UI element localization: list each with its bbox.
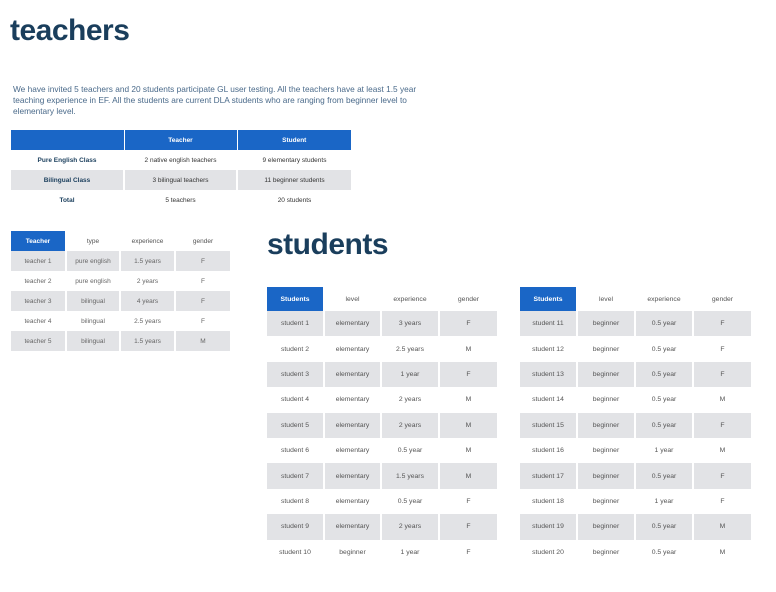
student-row [267, 463, 497, 488]
student-level-cell: elementary [324, 463, 381, 488]
student-row [267, 336, 497, 361]
summary-student-cell: 11 beginner students [237, 170, 351, 190]
student-experience-cell: 2 years [381, 387, 439, 412]
student-level-cell: beginner [577, 463, 635, 488]
student-experience-cell: 2 years [381, 514, 439, 539]
student-row [520, 489, 751, 514]
student-experience-cell: 0.5 year [635, 463, 693, 488]
students-header-name: Students [267, 287, 324, 311]
student-level-cell: elementary [324, 514, 381, 539]
students-table-right [520, 287, 751, 565]
student-experience-cell: 0.5 year [635, 514, 693, 539]
student-row [267, 387, 497, 412]
student-experience-cell: 1 year [635, 489, 693, 514]
student-name-cell: student 17 [520, 463, 577, 488]
student-experience-cell: 0.5 year [635, 540, 693, 565]
teacher-type-cell: bilingual [66, 331, 120, 351]
student-experience-cell: 1 year [381, 362, 439, 387]
summary-header-row [11, 130, 351, 150]
student-name-cell: student 1 [267, 311, 324, 336]
summary-row-label: Total [59, 196, 75, 204]
student-name-cell: student 8 [281, 497, 309, 505]
student-name-cell: student 12 [532, 345, 564, 353]
student-row [267, 413, 497, 438]
student-gender-cell: F [693, 362, 751, 387]
student-level-cell: elementary [324, 489, 381, 514]
student-row [520, 311, 751, 336]
student-row [520, 540, 751, 565]
teacher-gender-cell: F [175, 291, 230, 311]
teacher-name-cell: teacher 4 [24, 317, 52, 325]
student-gender-cell: F [439, 514, 497, 539]
teacher-experience-cell: 1.5 years [120, 251, 175, 271]
student-name-cell: student 11 [520, 311, 577, 336]
teacher-row [11, 251, 230, 271]
summary-teacher-cell: 2 native english teachers [124, 150, 237, 170]
student-gender-cell: M [693, 514, 751, 539]
teacher-name-cell: teacher 5 [11, 331, 66, 351]
summary-teacher-cell: 3 bilingual teachers [124, 170, 237, 190]
students-header-gender: gender [439, 287, 497, 311]
teacher-type-cell: bilingual [66, 291, 120, 311]
teacher-row [11, 271, 230, 291]
student-gender-cell: F [693, 463, 751, 488]
teacher-gender-cell: F [175, 251, 230, 271]
student-level-cell: elementary [324, 413, 381, 438]
teacher-gender-cell: F [175, 311, 230, 331]
teachers-title: teachers [10, 14, 130, 47]
students-header-level: level [324, 287, 381, 311]
student-level-cell: beginner [577, 362, 635, 387]
students-header-gender: gender [693, 287, 751, 311]
student-gender-cell: F [439, 540, 497, 565]
student-row [267, 514, 497, 539]
teacher-table-header [11, 231, 230, 251]
teacher-gender-cell: M [175, 331, 230, 351]
student-level-cell: beginner [577, 438, 635, 463]
summary-teacher-cell: 5 teachers [124, 190, 237, 210]
student-gender-cell: M [439, 438, 497, 463]
teacher-type-cell: pure english [66, 251, 120, 271]
students-header-experience: experience [381, 287, 439, 311]
student-gender-cell: M [439, 463, 497, 488]
student-experience-cell: 2.5 years [381, 336, 439, 361]
student-gender-cell: M [439, 387, 497, 412]
student-gender-cell: F [439, 311, 497, 336]
student-level-cell: beginner [577, 413, 635, 438]
student-gender-cell: M [439, 413, 497, 438]
teacher-experience-cell: 2 years [120, 271, 175, 291]
students-header-experience: experience [635, 287, 693, 311]
student-gender-cell: F [693, 489, 751, 514]
students-table-left [267, 287, 497, 565]
student-name-cell: student 4 [281, 396, 309, 404]
teacher-header-experience: experience [120, 231, 175, 251]
student-row [520, 336, 751, 361]
student-row [267, 438, 497, 463]
student-level-cell: elementary [324, 311, 381, 336]
student-level-cell: beginner [324, 540, 381, 565]
teacher-header-type: type [66, 231, 120, 251]
student-row [520, 514, 751, 539]
student-level-cell: elementary [324, 438, 381, 463]
student-row [520, 438, 751, 463]
teacher-row [11, 331, 230, 351]
student-gender-cell: M [693, 387, 751, 412]
student-row [520, 362, 751, 387]
student-row [267, 311, 497, 336]
student-level-cell: beginner [577, 540, 635, 565]
student-level-cell: beginner [577, 514, 635, 539]
summary-row-label: Bilingual Class [11, 170, 124, 190]
student-gender-cell: M [693, 540, 751, 565]
student-name-cell: student 19 [520, 514, 577, 539]
student-level-cell: beginner [577, 311, 635, 336]
summary-row-bilingual [11, 170, 351, 190]
student-gender-cell: F [439, 362, 497, 387]
students-left-header [267, 287, 497, 311]
teacher-experience-cell: 1.5 years [120, 331, 175, 351]
summary-header-student: Student [237, 130, 351, 150]
student-name-cell: student 2 [281, 345, 309, 353]
teacher-header-gender: gender [175, 231, 230, 251]
student-name-cell: student 3 [267, 362, 324, 387]
students-title: students [267, 228, 389, 261]
student-experience-cell: 0.5 year [635, 362, 693, 387]
student-gender-cell: M [439, 336, 497, 361]
student-name-cell: student 16 [532, 447, 564, 455]
student-name-cell: student 5 [267, 413, 324, 438]
student-level-cell: elementary [324, 362, 381, 387]
teacher-experience-cell: 4 years [120, 291, 175, 311]
student-experience-cell: 0.5 year [635, 336, 693, 361]
student-experience-cell: 1 year [635, 438, 693, 463]
student-level-cell: beginner [577, 387, 635, 412]
teacher-type-cell: pure english [66, 271, 120, 291]
teacher-detail-table [11, 231, 230, 351]
summary-student-cell: 20 students [237, 190, 351, 210]
teacher-row [11, 311, 230, 331]
student-row [520, 413, 751, 438]
students-right-header [520, 287, 751, 311]
student-gender-cell: F [693, 413, 751, 438]
teacher-row [11, 291, 230, 311]
student-row [267, 489, 497, 514]
student-level-cell: beginner [577, 489, 635, 514]
student-level-cell: elementary [324, 336, 381, 361]
student-experience-cell: 0.5 year [381, 438, 439, 463]
student-name-cell: student 9 [267, 514, 324, 539]
student-experience-cell: 2 years [381, 413, 439, 438]
students-header-level: level [577, 287, 635, 311]
teacher-name-cell: teacher 1 [11, 251, 66, 271]
summary-table [11, 130, 351, 210]
student-level-cell: beginner [577, 336, 635, 361]
summary-student-cell: 9 elementary students [237, 150, 351, 170]
summary-row-pure-english [11, 150, 351, 170]
student-level-cell: elementary [324, 387, 381, 412]
student-experience-cell: 0.5 year [635, 387, 693, 412]
student-name-cell: student 20 [532, 548, 564, 556]
student-name-cell: student 13 [520, 362, 577, 387]
student-experience-cell: 3 years [381, 311, 439, 336]
student-experience-cell: 1 year [381, 540, 439, 565]
students-header-name: Students [520, 287, 577, 311]
student-row [520, 387, 751, 412]
student-row [267, 540, 497, 565]
student-name-cell: student 18 [532, 497, 564, 505]
student-gender-cell: F [693, 336, 751, 361]
student-row [267, 362, 497, 387]
teacher-gender-cell: F [175, 271, 230, 291]
intro-paragraph: We have invited 5 teachers and 20 students participate GL user testing. All the teachers have at least 1.5 year teaching experience in EF. All the students are current DLA students who are ranging from beginner level to elementary level. [13, 84, 417, 117]
student-experience-cell: 1.5 years [381, 463, 439, 488]
student-gender-cell: F [693, 311, 751, 336]
student-experience-cell: 0.5 year [635, 311, 693, 336]
student-name-cell: student 7 [267, 463, 324, 488]
teacher-type-cell: bilingual [66, 311, 120, 331]
student-row [520, 463, 751, 488]
teacher-experience-cell: 2.5 years [120, 311, 175, 331]
summary-header-blank [11, 130, 124, 150]
student-gender-cell: M [693, 438, 751, 463]
summary-row-total [11, 190, 351, 210]
student-experience-cell: 0.5 year [635, 413, 693, 438]
teacher-name-cell: teacher 2 [24, 277, 52, 285]
student-name-cell: student 15 [520, 413, 577, 438]
student-experience-cell: 0.5 year [381, 489, 439, 514]
teacher-name-cell: teacher 3 [11, 291, 66, 311]
student-name-cell: student 6 [281, 447, 309, 455]
student-gender-cell: F [439, 489, 497, 514]
student-name-cell: student 10 [279, 548, 311, 556]
summary-header-teacher: Teacher [124, 130, 237, 150]
student-name-cell: student 14 [532, 396, 564, 404]
summary-row-label: Pure English Class [37, 156, 97, 164]
teacher-header-name: Teacher [11, 231, 66, 251]
